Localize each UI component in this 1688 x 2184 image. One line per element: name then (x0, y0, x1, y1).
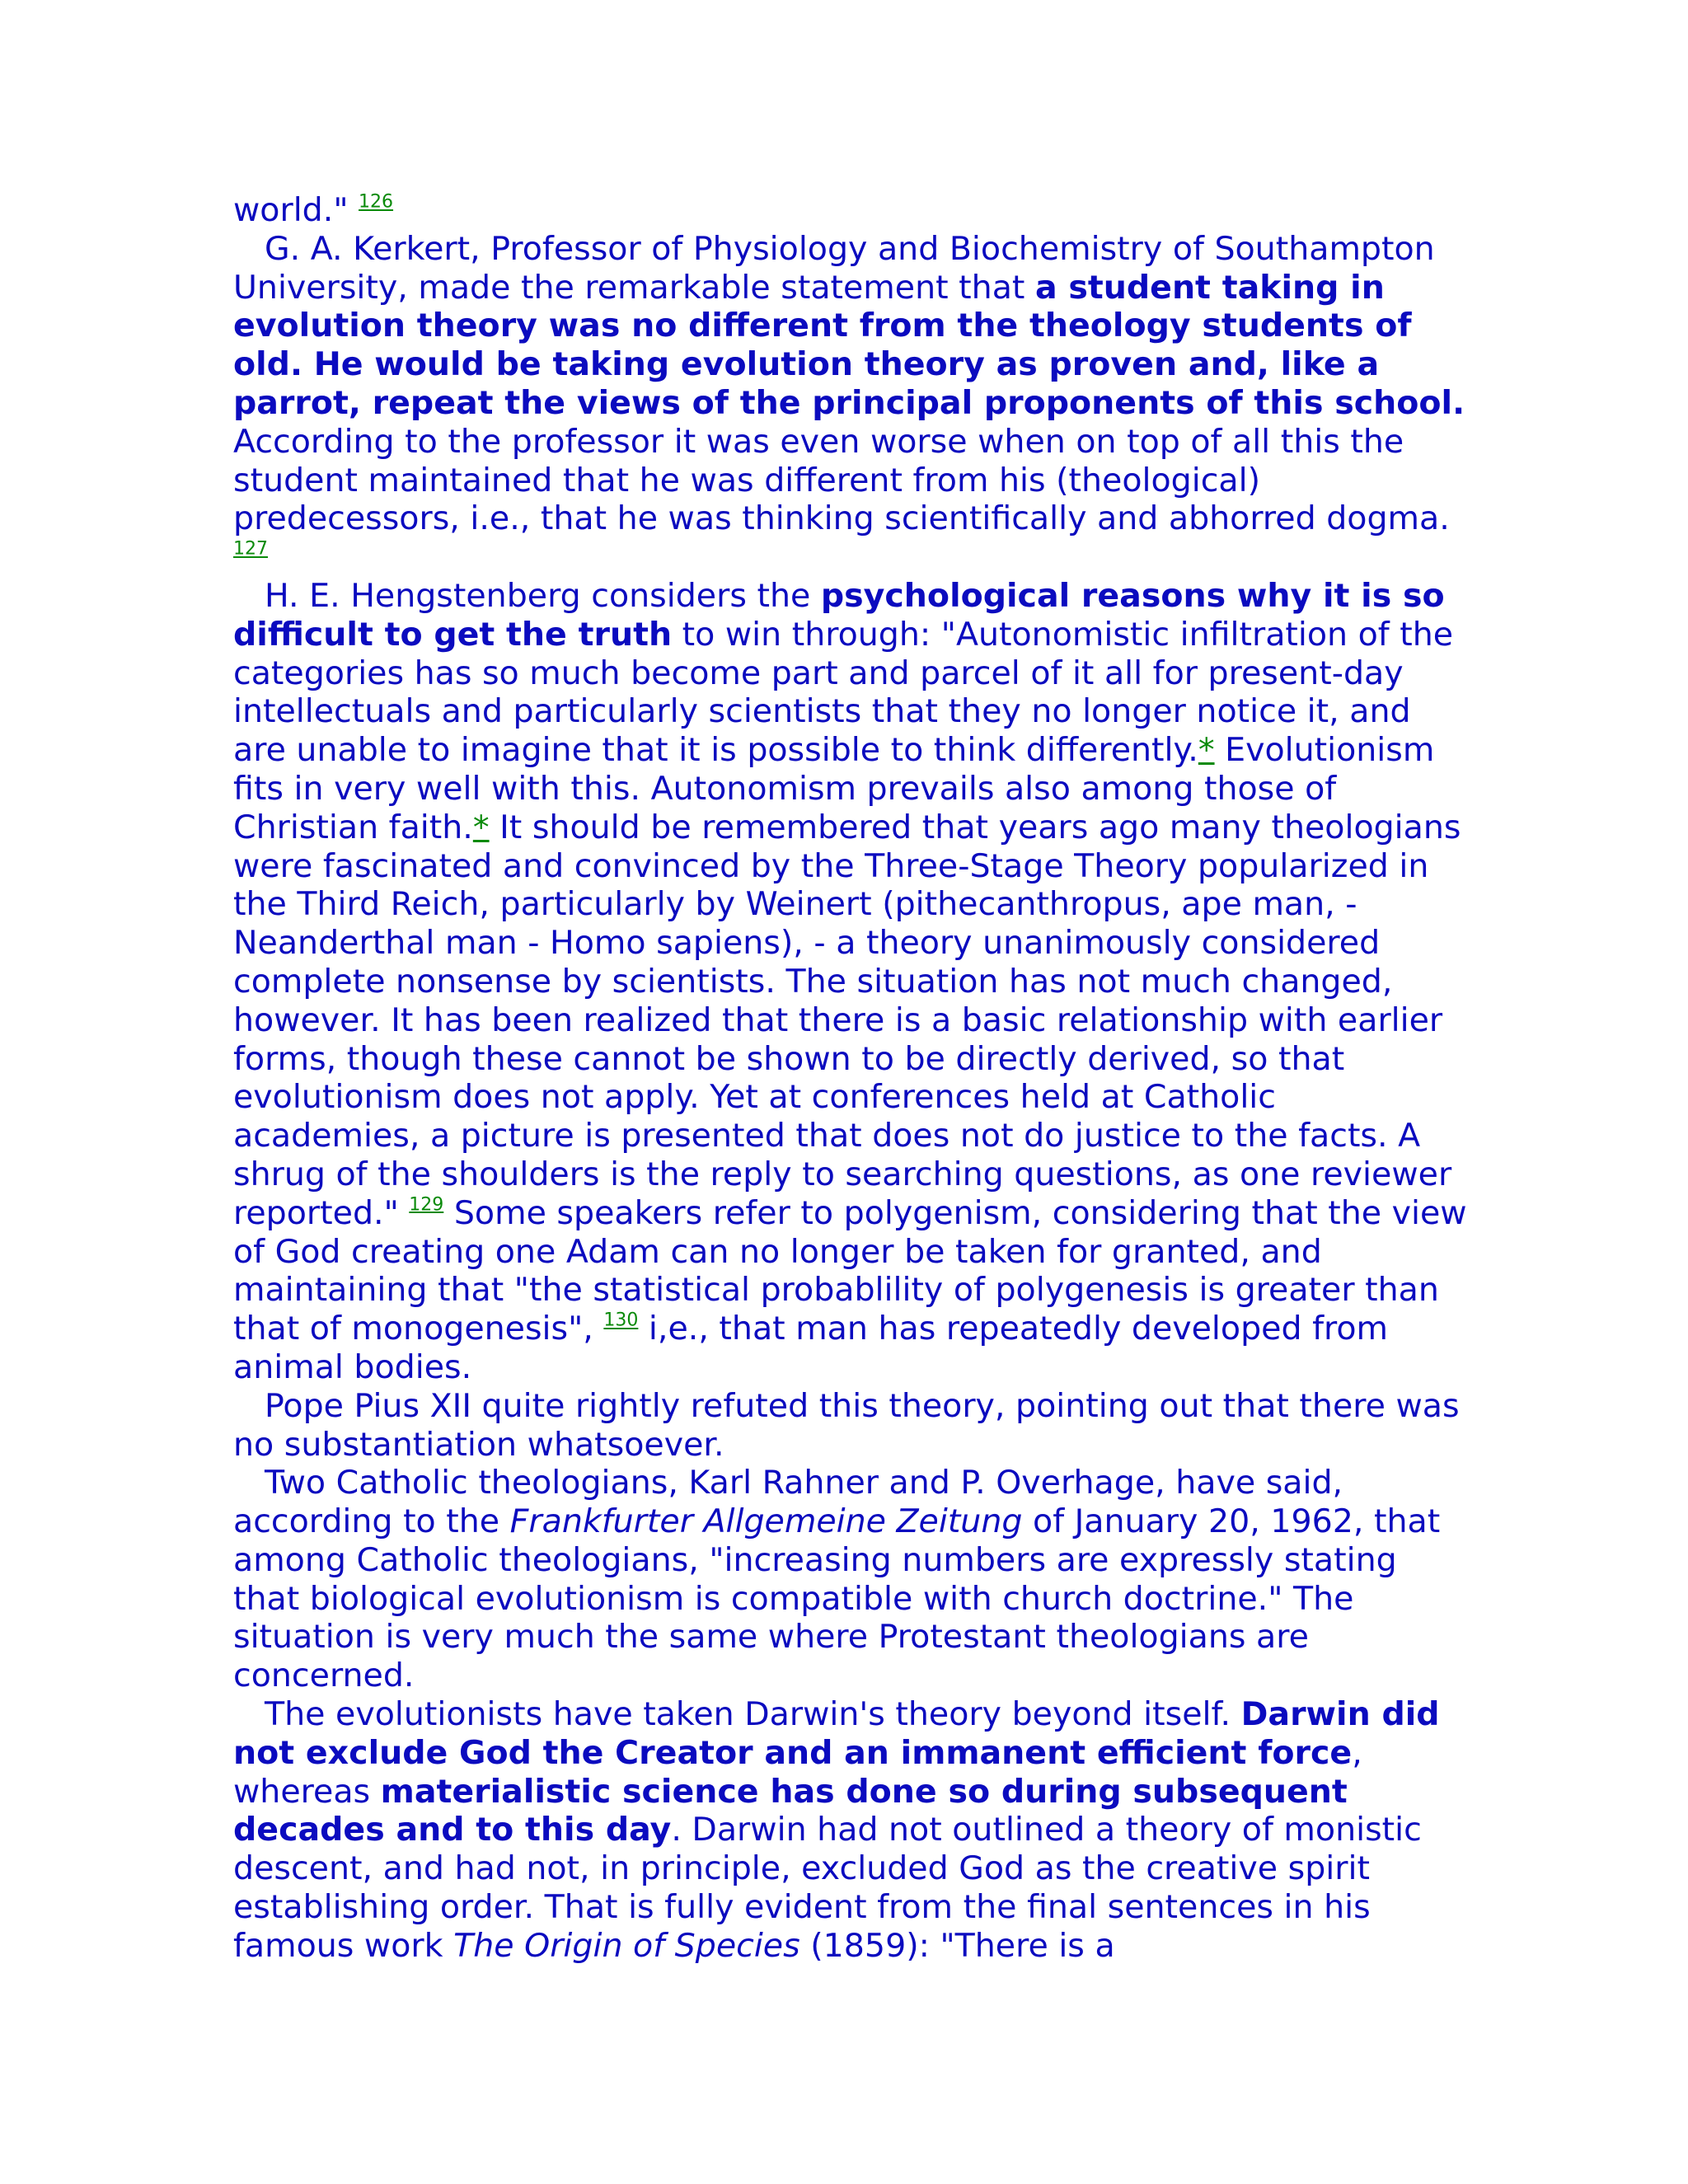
paragraph-4 (233, 1387, 1470, 1465)
bold-text: Darwin did not exclude God the Creator and an immanent efficient force (233, 1695, 1440, 1772)
text: to win through: "Autonomistic infiltration of the categories has so much become part and parcel of it all for present-day intellectuals and particularly scientists that they no longer notice it, and are unable to imagine that it is possible to think differently. (233, 615, 1454, 770)
footnote-link-127[interactable]: 127 (233, 538, 268, 560)
text: The evolutionists have taken Darwin's theory beyond itself. (265, 1695, 1241, 1734)
paragraph-6 (233, 1695, 1470, 1966)
text: G. A. Kerkert, Professor of Physiology and Biochemistry of Southampton University, made the remarkable statement that (233, 229, 1435, 307)
bold-text: materialistic science has done so during subsequent decades and to this day (233, 1772, 1348, 1849)
footnote-link-126[interactable]: 126 (359, 191, 394, 213)
italic-text: The Origin of Species (453, 1926, 800, 1965)
paragraph-3 (233, 577, 1470, 1387)
text: . Darwin had not outlined a theory of monistic descent, and had not, in principle, excluded God as the creative spirit establishing order. That is fully evident from the final sentences in his famous work (233, 1811, 1422, 1965)
text: Evolutionism fits in very well with this. Autonomism prevails also among those of Christian faith. (233, 731, 1435, 846)
document-page (233, 191, 1470, 1966)
text: Pope Pius XII quite rightly refuted this theory, pointing out that there was no substantiation whatsoever. (233, 1386, 1460, 1464)
asterisk-footnote-link[interactable]: * (472, 808, 490, 846)
paragraph-2 (233, 230, 1470, 577)
text: i,e., that man has repeatedly developed from animal bodies. (233, 1310, 1388, 1386)
text: H. E. Hengstenberg considers the (265, 576, 821, 615)
bold-text: a student taking in evolution theory was no different from the theology students of old. He would be taking evolution theory as proven and, like a parrot, repeat the views of the principal proponents of this school. (233, 268, 1465, 422)
text: Two Catholic theologians, Karl Rahner and P. Overhage, have said, according to the (233, 1464, 1343, 1541)
text: It should be remembered that years ago many theologians were fascinated and convinced by the Three-Stage Theory popularized in the Third Reich, particularly by Weinert (pithecanthropus, ape man, - Neanderthal man - Homo sapiens), - a theory unanimously considered complete nonsense by scientists. The situation has not much changed, however. It has been realized that there is a basic relationship with earlier forms, though these cannot be shown to be directly derived, so that evolutionism does not apply. Yet at conferences held at Catholic academies, a picture is presented that does not do justice to the facts. A shrug of the shoulders is the reply to searching questions, as one reviewer reported." (233, 808, 1461, 1232)
asterisk-footnote-link[interactable]: * (1198, 731, 1215, 770)
text: According to the professor it was even worse when on top of all this the student maintained that he was different from his (theological) predecessors, i.e., that he was thinking scientifically and abhorred dogma. (233, 422, 1450, 538)
italic-text: Frankfurter Allgemeine Zeitung (509, 1502, 1023, 1541)
footnote-link-130[interactable]: 130 (603, 1310, 639, 1331)
text: , whereas (233, 1733, 1362, 1811)
paragraph-1 (233, 191, 1470, 230)
paragraph-5 (233, 1464, 1470, 1695)
footnote-link-129[interactable]: 129 (409, 1194, 444, 1216)
bold-text: psychological reasons why it is so difficult to get the truth (233, 576, 1445, 654)
text: Some speakers refer to polygenism, considering that the view of God creating one Adam can no longer be taken for granted, and maintaining that "the statistical probablility of polygenesis is greater than that of monogenesis", (233, 1193, 1467, 1348)
text: (1859): "There is a (799, 1926, 1115, 1965)
text: world." (233, 191, 359, 229)
text: of January 20, 1962, that among Catholic theologians, "increasing numbers are expressly stating that biological evolutionism is compatible with church doctrine." The situation is very much the same where Protestant theologians are concerned. (233, 1502, 1441, 1695)
